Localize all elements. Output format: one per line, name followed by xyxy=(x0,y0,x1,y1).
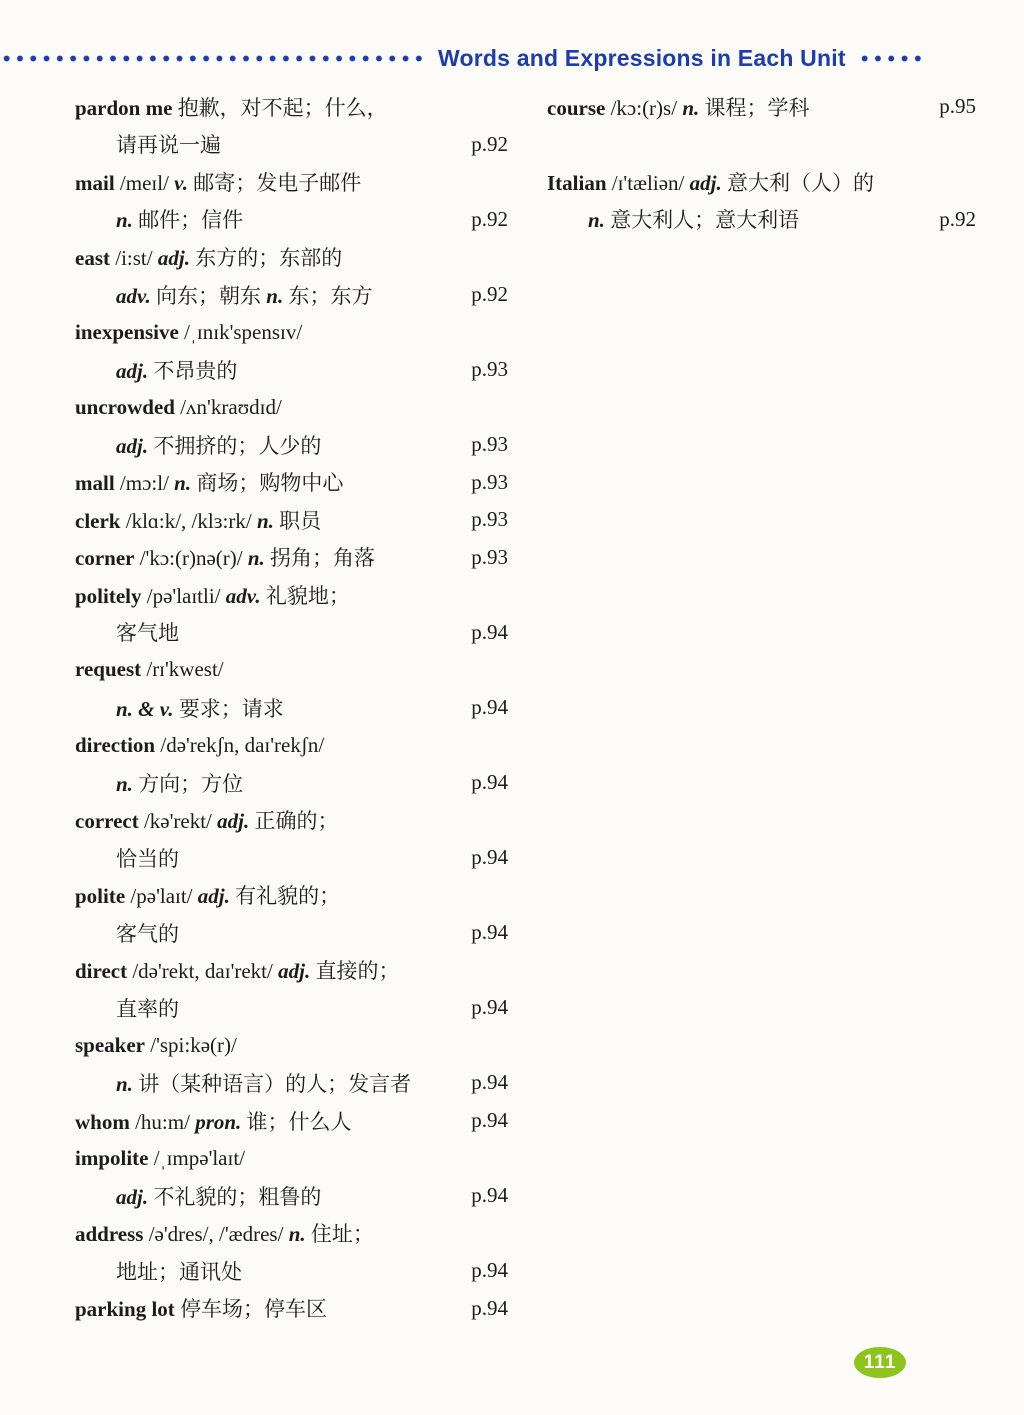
vocab-entry-italian xyxy=(547,163,976,238)
vocab-line xyxy=(75,614,508,652)
vocab-line xyxy=(75,201,508,239)
vocab-line xyxy=(75,351,508,389)
vocab-line-text: adv. 向东；朝东 n. 东；东方 xyxy=(116,283,373,308)
page-ref: p.95 xyxy=(939,94,976,119)
vocab-entry-speaker xyxy=(75,1027,508,1102)
vocab-line-text: request /rɪ'kwest/ xyxy=(75,657,224,682)
vocab-line xyxy=(75,952,508,990)
vocab-line xyxy=(75,1027,508,1065)
vocab-line-text: correct /kə'rekt/ adj. 正确的； xyxy=(75,809,339,834)
vocab-line-text: parking lot 停车场；停车区 xyxy=(75,1297,328,1322)
vocab-line-text: direct /də'rekt, daɪ'rekt/ adj. 直接的； xyxy=(75,959,400,984)
vocab-column-left xyxy=(75,88,508,1327)
page-ref: p.92 xyxy=(471,282,508,306)
vocab-line xyxy=(75,651,508,689)
vocab-line xyxy=(75,764,508,802)
vocab-line-text: clerk /klɑ:k/, /klɜ:rk/ n. 职员 xyxy=(75,508,322,533)
vocab-line-text: mall /mɔ:l/ n. 商场；购物中心 xyxy=(75,471,344,496)
vocab-line-text: corner /'kɔ:(r)nə(r)/ n. 拐角；角落 xyxy=(75,546,376,571)
page-ref: p.93 xyxy=(471,507,508,532)
vocab-line-text: polite /pə'laɪt/ adj. 有礼貌的； xyxy=(75,884,341,909)
vocab-line-text: whom /hu:m/ pron. 谁；什么人 xyxy=(75,1109,352,1134)
vocab-column-right xyxy=(547,88,976,238)
vocab-line-text: direction /də'rekʃn, daɪ'rekʃn/ xyxy=(75,732,325,757)
vocab-line xyxy=(75,1102,508,1140)
vocab-entry-politely xyxy=(75,576,508,651)
vocab-entry-mail xyxy=(75,163,508,238)
page-ref: p.92 xyxy=(471,206,508,231)
vocab-line xyxy=(75,238,508,276)
vocab-line-text: uncrowded /ʌn'kraʊdɪd/ xyxy=(75,394,282,419)
vocab-line-text: east /i:st/ adj. 东方的；东部的 xyxy=(75,245,343,270)
vocab-entry-whom xyxy=(75,1102,508,1140)
vocab-line-text: 客气的 xyxy=(116,921,179,946)
page-number-badge xyxy=(854,1347,906,1378)
vocab-line xyxy=(75,801,508,839)
vocab-line xyxy=(75,989,508,1027)
vocab-entry-mall xyxy=(75,463,508,501)
page-ref: p.94 xyxy=(471,770,508,795)
page-ref: p.92 xyxy=(471,131,508,156)
vocab-entry-inexpensive xyxy=(75,313,508,388)
vocab-line xyxy=(75,163,508,201)
vocab-line xyxy=(75,689,508,727)
vocab-line xyxy=(75,539,508,577)
vocab-entry-polite xyxy=(75,876,508,951)
vocab-line xyxy=(75,426,508,464)
page-number: 111 xyxy=(863,1351,897,1373)
page-header-title: Words and Expressions in Each Unit xyxy=(438,44,846,71)
vocab-entry-address xyxy=(75,1214,508,1289)
vocab-line xyxy=(75,88,508,126)
vocab-line xyxy=(75,839,508,877)
vocab-line-text: course /kɔ:(r)s/ n. 课程；学科 xyxy=(547,95,810,120)
page-ref: p.92 xyxy=(939,206,976,231)
vocab-line-text: mail /meɪl/ v. 邮寄；发电子邮件 xyxy=(75,170,362,195)
vocab-line-text: impolite /ˌɪmpə'laɪt/ xyxy=(75,1145,246,1170)
vocab-line-text: 恰当的 xyxy=(116,846,179,871)
vocab-entry-clerk xyxy=(75,501,508,539)
vocab-line-text: inexpensive /ˌɪnɪk'spensɪv/ xyxy=(75,319,303,344)
vocab-line xyxy=(75,1252,508,1290)
page-ref: p.93 xyxy=(471,544,508,569)
vocab-line-text: speaker /'spi:kə(r)/ xyxy=(75,1032,237,1057)
vocab-line-text: 直率的 xyxy=(116,996,179,1021)
page-header xyxy=(0,42,1024,74)
vocab-line xyxy=(75,313,508,351)
vocab-line-text: adj. 不礼貌的；粗鲁的 xyxy=(116,1184,322,1209)
page-ref: p.94 xyxy=(471,1108,508,1133)
vocab-line xyxy=(75,388,508,426)
vocab-line-text: n. 意大利人；意大利语 xyxy=(588,208,800,233)
vocab-line-text: 请再说一遍 xyxy=(116,133,221,158)
page-ref: p.94 xyxy=(471,995,508,1020)
vocab-line-text: n. 讲（某种语言）的人；发言者 xyxy=(116,1071,412,1096)
page-ref: p.94 xyxy=(471,920,508,945)
vocab-line xyxy=(75,914,508,952)
vocab-entry-corner xyxy=(75,539,508,577)
page-ref: p.93 xyxy=(471,432,508,457)
vocab-line xyxy=(547,88,976,126)
page-ref: p.93 xyxy=(471,357,508,382)
vocab-line xyxy=(75,876,508,914)
vocab-line-text: n. & v. 要求；请求 xyxy=(116,696,284,721)
vocab-line xyxy=(75,576,508,614)
vocab-entry-correct xyxy=(75,801,508,876)
page-ref: p.94 xyxy=(471,695,508,720)
page-ref: p.94 xyxy=(471,1183,508,1208)
vocab-entry-course xyxy=(547,88,976,126)
page-ref: p.94 xyxy=(471,1070,508,1095)
vocab-line-text: pardon me 抱歉，对不起；什么， xyxy=(75,95,388,120)
vocab-entry-parking-lot xyxy=(75,1290,508,1328)
vocab-line xyxy=(75,276,508,314)
vocab-entry-east xyxy=(75,238,508,313)
page-ref: p.94 xyxy=(471,1258,508,1283)
vocab-line xyxy=(75,1290,508,1328)
vocab-line xyxy=(75,501,508,539)
vocab-line xyxy=(75,126,508,164)
vocab-entry-direction xyxy=(75,726,508,801)
vocab-line-text: 客气地 xyxy=(116,621,179,646)
vocab-line-text: 地址；通讯处 xyxy=(116,1259,242,1284)
page-ref: p.94 xyxy=(471,619,508,644)
vocab-line-text: adj. 不拥挤的；人少的 xyxy=(116,433,322,458)
page-ref: p.94 xyxy=(471,845,508,870)
vocab-line-text: adj. 不昂贵的 xyxy=(116,358,238,383)
vocab-line xyxy=(547,163,976,201)
vocab-line-text: n. 方向；方位 xyxy=(116,771,244,796)
vocab-line xyxy=(547,201,976,239)
vocab-line xyxy=(75,463,508,501)
vocab-line-text: Italian /ɪ'tæliən/ adj. 意大利（人）的 xyxy=(547,170,874,195)
vocab-line-text: politely /pə'laɪtli/ adv. 礼貌地； xyxy=(75,583,350,608)
vocab-entry-direct xyxy=(75,952,508,1027)
vocab-line xyxy=(75,1177,508,1215)
vocab-line xyxy=(75,1214,508,1252)
page-ref: p.93 xyxy=(471,469,508,494)
vocab-line xyxy=(75,1064,508,1102)
vocab-entry-request xyxy=(75,651,508,726)
dotted-leader-left-icon xyxy=(0,54,429,63)
dotted-leader-right-icon xyxy=(858,54,924,63)
vocab-entry-impolite xyxy=(75,1139,508,1214)
vocab-line xyxy=(75,726,508,764)
vocab-line xyxy=(75,1139,508,1177)
vocab-entry-pardon-me xyxy=(75,88,508,163)
page-ref: p.94 xyxy=(471,1295,508,1320)
vocab-line-text: address /ə'dres/, /'ædres/ n. 住址； xyxy=(75,1222,374,1247)
vocab-entry-uncrowded xyxy=(75,388,508,463)
vocab-line-text: n. 邮件；信件 xyxy=(116,208,244,233)
